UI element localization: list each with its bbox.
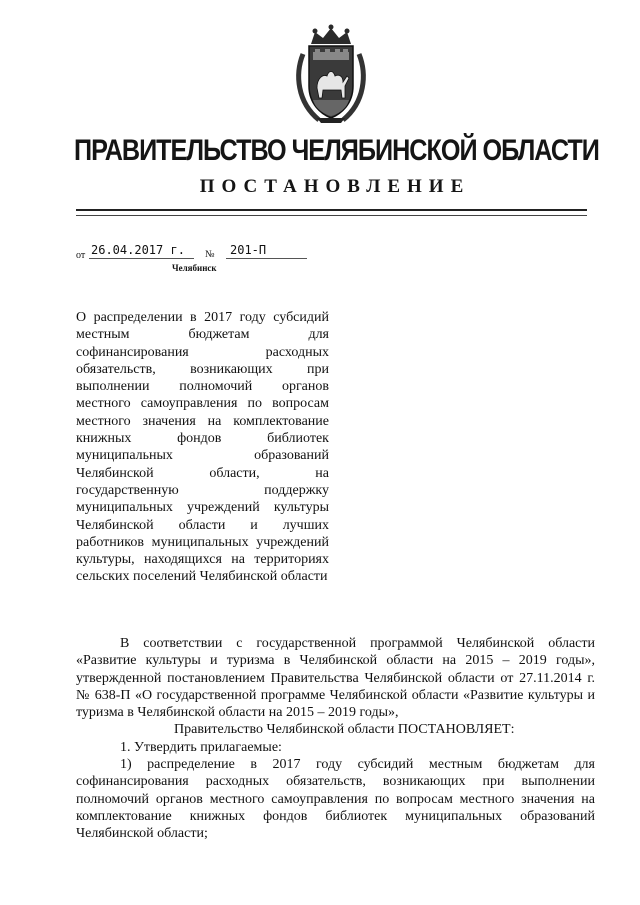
header-rule-thin	[76, 215, 587, 216]
document-meta	[76, 243, 376, 265]
document-type: ПОСТАНОВЛЕНИЕ	[199, 176, 471, 197]
document-date: 26.04.2017 г.	[89, 243, 194, 259]
header-rule-thick	[76, 209, 587, 211]
document-subject: О распределении в 2017 году субсидий местным бюджетам для софинансирования расходных обязательств, возникающих при выполнении полномочий органов местного самоуправления по вопросам местного значения на комплектование книжных фондов библиотек муниципальных образований Челябинской области, на государственную поддержку муниципальных учреждений культуры Челябинской области и лучших работников муниципальных учреждений культуры, находящихся на территориях сельских поселений Челябинской области	[76, 310, 329, 585]
date-prefix: от	[76, 250, 86, 261]
document-number: 201-П	[226, 243, 307, 259]
item-1: 1. Утвердить прилагаемые:	[120, 739, 282, 755]
document-body	[76, 635, 595, 843]
government-title: ПРАВИТЕЛЬСТВО ЧЕЛЯБИНСКОЙ ОБЛАСТИ	[74, 134, 599, 167]
item-1-1: 1) распределение в 2017 году субсидий местным бюджетам для софинансирования расходных обязательств, возникающих при выполнении полномочий органов местного самоуправления по вопросам местного значения на комплектование книжных фондов библиотек муниципальных образований Челябинской области;	[76, 757, 595, 842]
resolves-line: Правительство Челябинской области ПОСТАНОВЛЯЕТ:	[174, 722, 515, 738]
preamble-paragraph: В соответствии с государственной программой Челябинской области «Развитие культуры и туризма в Челябинской области на 2015 – 2019 годы», утвержденной постановлением Правительства Челябинской области от 27.11.2014 г. № 638-П «О государственной программе Челябинской области «Развитие культуры и туризма в Челябинской области на 2015 – 2019 годы»,	[76, 636, 595, 721]
document-city: Челябинск	[172, 263, 217, 273]
number-prefix: №	[205, 249, 215, 260]
coat-of-arms-icon	[289, 24, 373, 124]
